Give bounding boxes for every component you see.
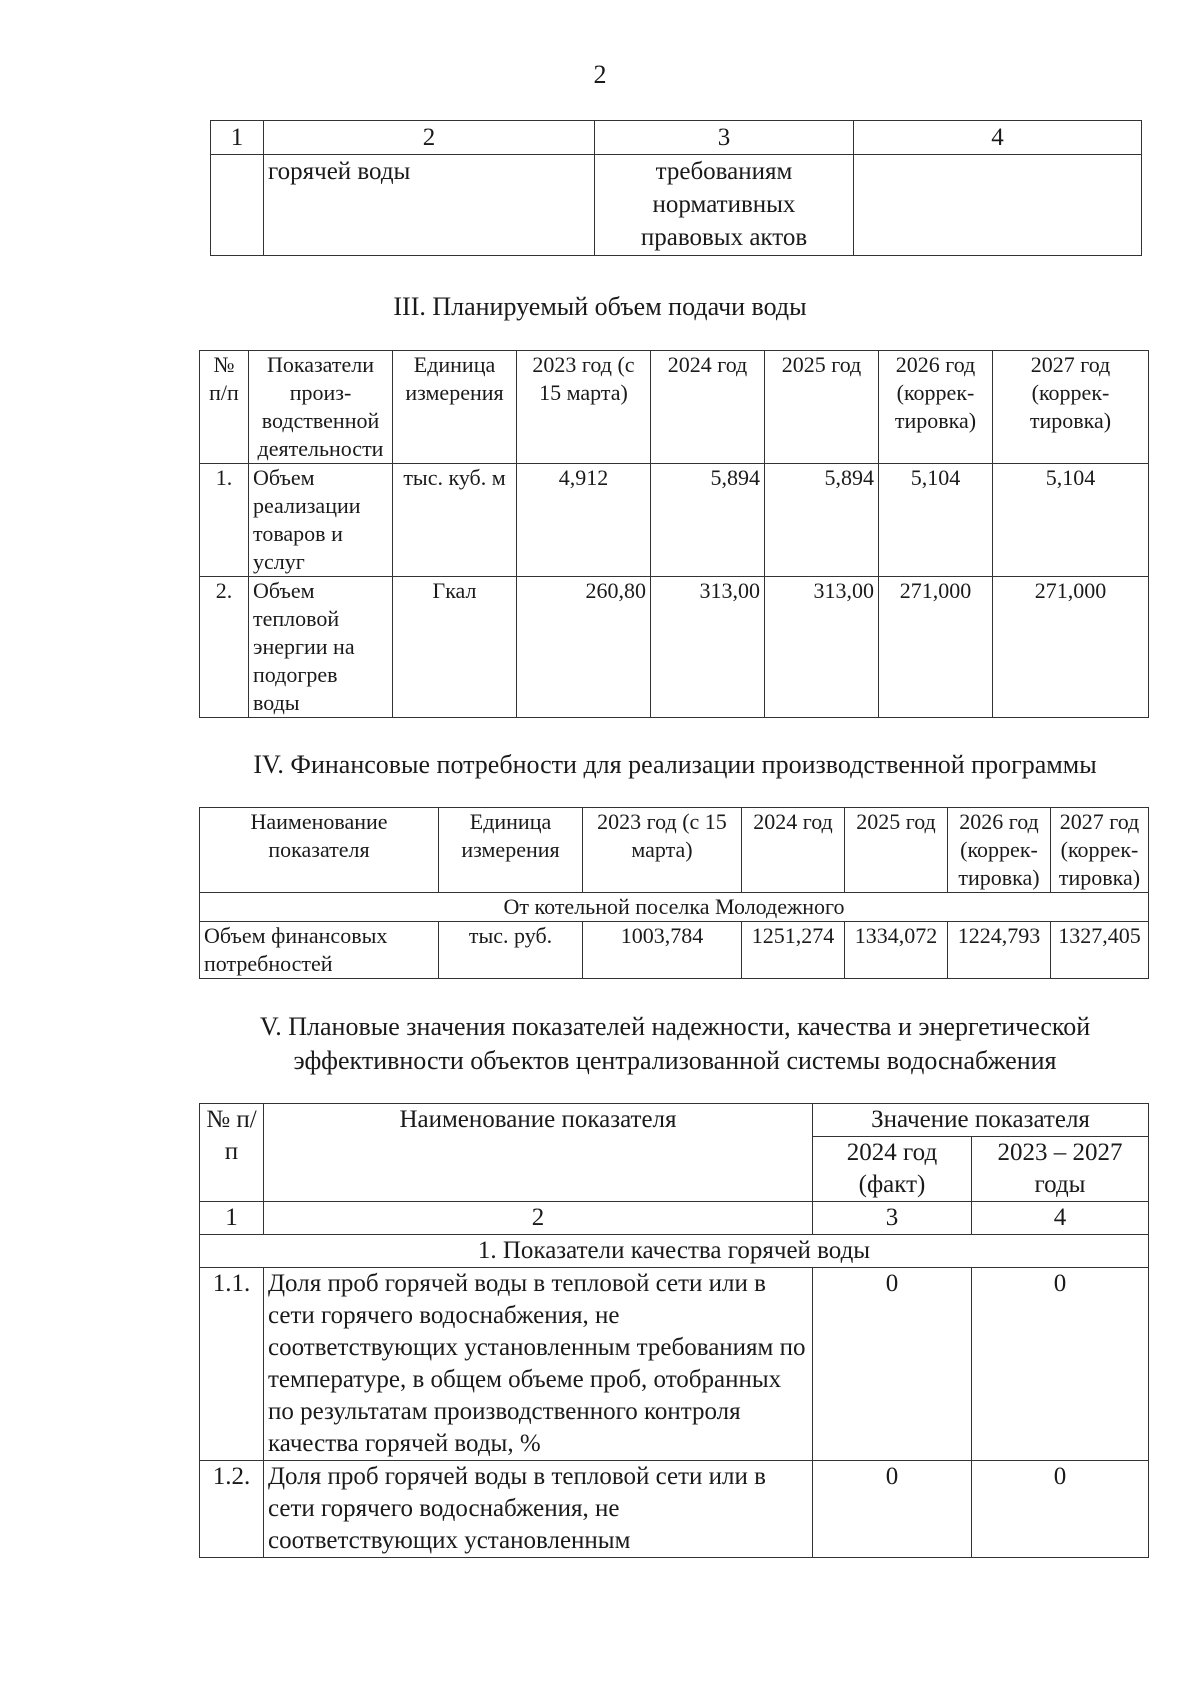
row-name: Доля проб горячей воды в тепловой сети или в сети горячего водоснабжения, не соответствующих установленным bbox=[264, 1461, 813, 1558]
table-cell: горячей воды bbox=[264, 155, 595, 256]
row-unit: тыс. куб. м bbox=[393, 464, 517, 577]
header-indicator: Показатели произ-водственной деятельности bbox=[249, 351, 393, 464]
header-2024: 2024 год bbox=[742, 808, 845, 893]
value-2025: 313,00 bbox=[765, 577, 879, 718]
value-2024: 5,894 bbox=[651, 464, 765, 577]
table-cell: требованиям нормативных правовых актов bbox=[595, 155, 854, 256]
row-name: Доля проб горячей воды в тепловой сети или в сети горячего водоснабжения, не соответствующих установленным требованиям по температуре, в общем объеме проб, отобранных по результатам производственного контроля качества горячей воды, % bbox=[264, 1268, 813, 1461]
column-number: 3 bbox=[595, 121, 854, 155]
column-number: 3 bbox=[813, 1202, 972, 1235]
column-number: 2 bbox=[264, 1202, 813, 1235]
row-unit: тыс. руб. bbox=[439, 922, 583, 979]
table-cell bbox=[211, 155, 264, 256]
header-name: Наименование показателя bbox=[264, 1104, 813, 1202]
header-2026: 2026 год (коррек-тировка) bbox=[948, 808, 1051, 893]
header-2025: 2025 год bbox=[765, 351, 879, 464]
header-2024: 2024 год bbox=[651, 351, 765, 464]
section-3-title: III. Планируемый объем подачи воды bbox=[393, 292, 807, 321]
table-header-row bbox=[200, 808, 1149, 893]
table-row bbox=[211, 155, 1142, 256]
page-number: 2 bbox=[593, 60, 607, 89]
value-2023: 4,912 bbox=[517, 464, 651, 577]
header-num: № п/п bbox=[200, 1104, 264, 1202]
value-2027: 5,104 bbox=[993, 464, 1149, 577]
value-2024: 1251,274 bbox=[742, 922, 845, 979]
value-plan: 0 bbox=[972, 1461, 1149, 1558]
value-2027: 271,000 bbox=[993, 577, 1149, 718]
section-5-title: V. Плановые значения показателей надежности, качества и энергетической эффективности объектов централизованной системы водоснабжения bbox=[259, 1012, 1091, 1075]
group-title: 1. Показатели качества горячей воды bbox=[200, 1235, 1149, 1268]
row-num: 1. bbox=[200, 464, 249, 577]
table-column-numbers bbox=[200, 1202, 1149, 1235]
row-unit: Гкал bbox=[393, 577, 517, 718]
header-2023: 2023 год (с 15 марта) bbox=[517, 351, 651, 464]
row-num: 2. bbox=[200, 577, 249, 718]
row-name: Объем реализации товаров и услуг bbox=[249, 464, 393, 577]
table-row bbox=[200, 1461, 1149, 1558]
column-number: 2 bbox=[264, 121, 595, 155]
header-name: Наименование показателя bbox=[200, 808, 439, 893]
table-group-row bbox=[200, 1235, 1149, 1268]
indicators-table bbox=[199, 1103, 1149, 1558]
header-2026: 2026 год (коррек-тировка) bbox=[879, 351, 993, 464]
financial-needs-table bbox=[199, 807, 1149, 979]
column-number: 4 bbox=[972, 1202, 1149, 1235]
table-row bbox=[200, 922, 1149, 979]
column-number: 1 bbox=[211, 121, 264, 155]
value-2026: 271,000 bbox=[879, 577, 993, 718]
group-title: От котельной поселка Молодежного bbox=[200, 893, 1149, 922]
value-2026: 1224,793 bbox=[948, 922, 1051, 979]
header-num: № п/п bbox=[200, 351, 249, 464]
value-2023: 260,80 bbox=[517, 577, 651, 718]
value-fact: 0 bbox=[813, 1461, 972, 1558]
row-name: Объем тепловой энергии на подогрев воды bbox=[249, 577, 393, 718]
value-2023: 1003,784 bbox=[583, 922, 742, 979]
table-cell bbox=[854, 155, 1142, 256]
table-row bbox=[200, 1268, 1149, 1461]
header-plan: 2023 – 2027 годы bbox=[972, 1137, 1149, 1202]
value-fact: 0 bbox=[813, 1268, 972, 1461]
value-2027: 1327,405 bbox=[1051, 922, 1149, 979]
header-2023: 2023 год (с 15 марта) bbox=[583, 808, 742, 893]
value-2026: 5,104 bbox=[879, 464, 993, 577]
header-value: Значение показателя bbox=[813, 1104, 1149, 1137]
continuation-table bbox=[210, 120, 1142, 256]
header-unit: Единица измерения bbox=[439, 808, 583, 893]
table-row bbox=[200, 464, 1149, 577]
value-plan: 0 bbox=[972, 1268, 1149, 1461]
table-header-row bbox=[211, 121, 1142, 155]
header-unit: Единица измерения bbox=[393, 351, 517, 464]
water-volume-table bbox=[199, 350, 1149, 718]
column-number: 4 bbox=[854, 121, 1142, 155]
header-2027: 2027 год (коррек-тировка) bbox=[1051, 808, 1149, 893]
value-2025: 1334,072 bbox=[845, 922, 948, 979]
header-fact: 2024 год (факт) bbox=[813, 1137, 972, 1202]
table-header-row bbox=[200, 1104, 1149, 1137]
row-num: 1.2. bbox=[200, 1461, 264, 1558]
header-2027: 2027 год (коррек-тировка) bbox=[993, 351, 1149, 464]
row-num: 1.1. bbox=[200, 1268, 264, 1461]
value-2025: 5,894 bbox=[765, 464, 879, 577]
row-name: Объем финансовых потребностей bbox=[200, 922, 439, 979]
table-group-row bbox=[200, 893, 1149, 922]
table-row bbox=[200, 577, 1149, 718]
value-2024: 313,00 bbox=[651, 577, 765, 718]
table-header-row bbox=[200, 351, 1149, 464]
header-2025: 2025 год bbox=[845, 808, 948, 893]
section-4-title: IV. Финансовые потребности для реализации производственной программы bbox=[253, 750, 1097, 779]
column-number: 1 bbox=[200, 1202, 264, 1235]
